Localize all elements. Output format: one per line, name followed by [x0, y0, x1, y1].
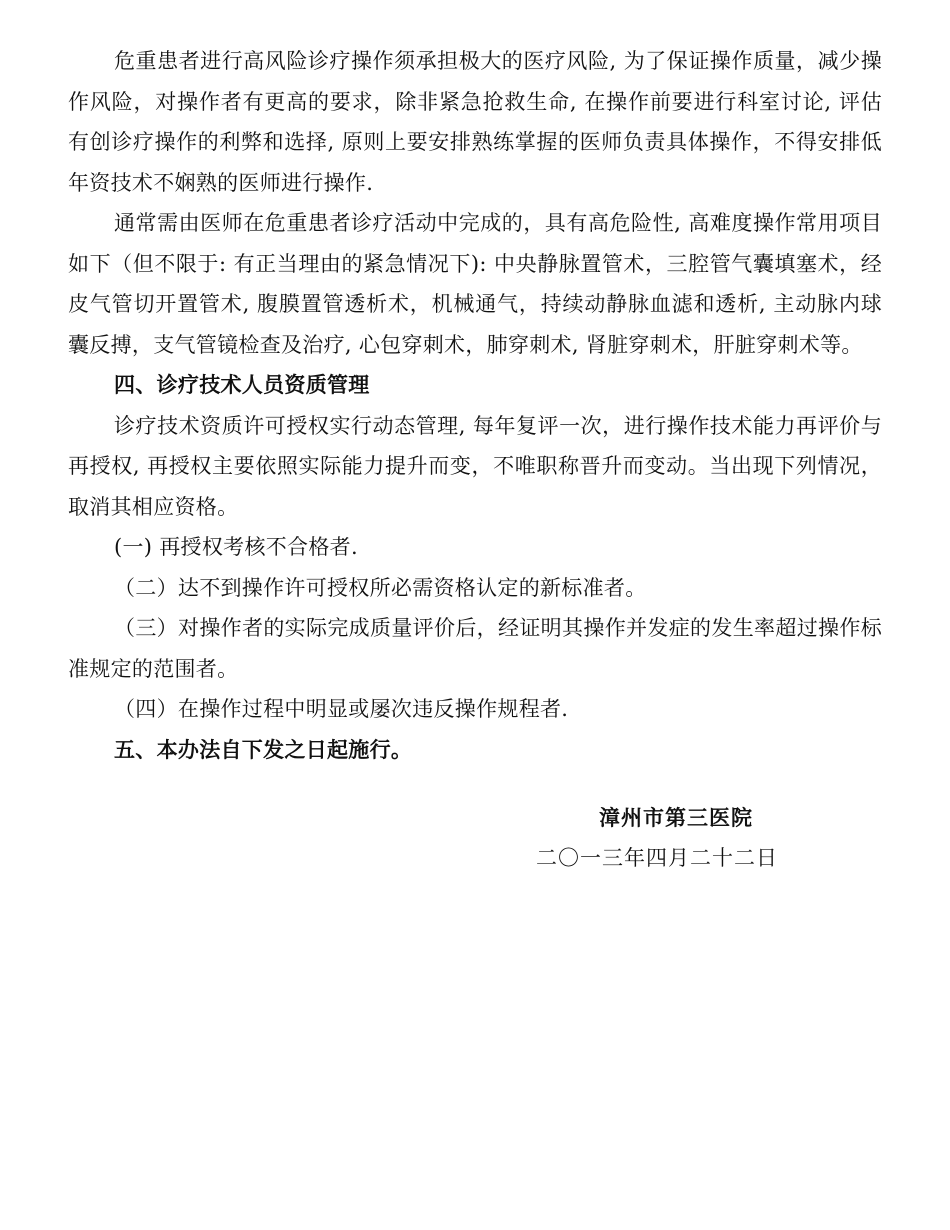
condition-item-3: （三）对操作者的实际完成质量评价后，经证明其操作并发症的发生率超过操作标准规定的范围者。 [68, 616, 882, 681]
issue-date: 二〇一三年四月二十二日 [536, 846, 778, 870]
condition-item-4: （四）在操作过程中明显或屡次违反操作规程者. [114, 697, 569, 721]
section-4-heading: 四、诊疗技术人员资质管理 [114, 372, 370, 397]
issuing-organization: 漳州市第三医院 [599, 805, 753, 830]
signature-block [536, 798, 816, 878]
section-4-paragraph: 诊疗技术资质许可授权实行动态管理, 每年复评一次，进行操作技术能力再评价与再授权, 再授权主要依照实际能力提升而变，不唯职称晋升而变动。当出现下列情况，取消其相应资格。 [68, 413, 882, 519]
intro-paragraph-2: 通常需由医师在危重患者诊疗活动中完成的，具有高危险性, 高难度操作常用项目如下（但不限于: 有正当理由的紧急情况下): 中央静脉置管术，三腔管气囊填塞术，经皮气管切开置管术, 腹膜置管透析术，机械通气，持续动静脉血滤和透析, 主动脉内球囊反搏，支气管镜检查及治疗, 心包穿刺术，肺穿刺术, 肾脏穿刺术，肝脏穿刺术等。 [68, 211, 882, 357]
section-5-heading: 五、本办法自下发之日起施行。 [114, 736, 413, 762]
condition-item-2: （二）达不到操作许可授权所必需资格认定的新标准者。 [114, 575, 647, 600]
condition-item-1: (一) 再授权考核不合格者. [114, 535, 358, 559]
intro-paragraph-1: 危重患者进行高风险诊疗操作须承担极大的医疗风险, 为了保证操作质量，减少操作风险，对操作者有更高的要求，除非紧急抢救生命, 在操作前要进行科室讨论, 评估有创诊疗操作的利弊和选择, 原则上要安排熟练掌握的医师负责具体操作，不得安排低年资技术不娴熟的医师进行操作. [68, 49, 882, 195]
document-body [68, 41, 882, 770]
